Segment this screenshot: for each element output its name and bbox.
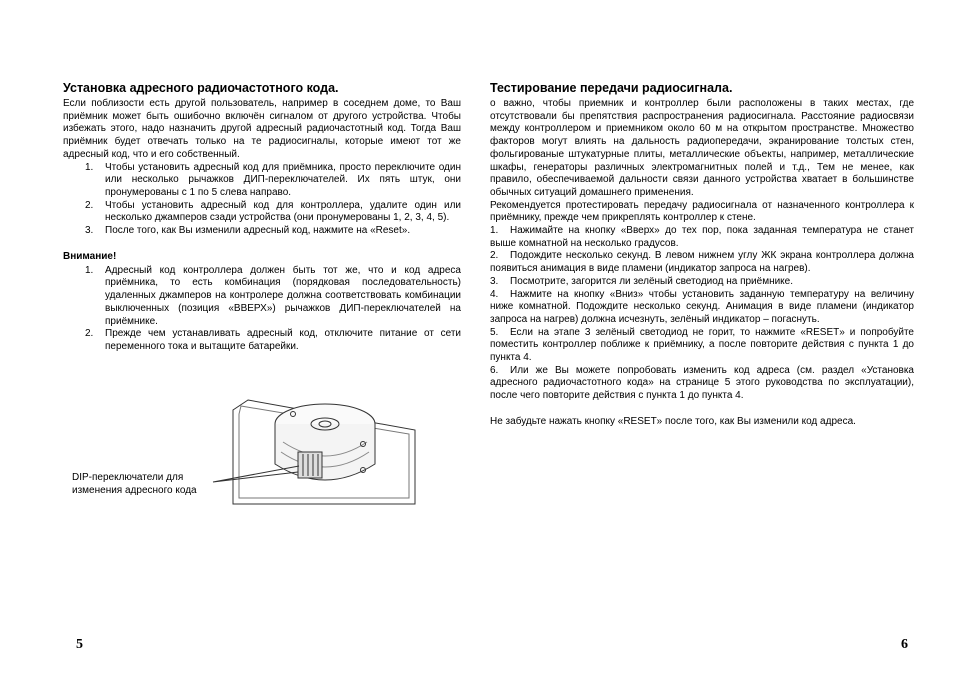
list-item-number: 6. <box>490 364 499 376</box>
list-item-text: Прежде чем устанавливать адресный код, отключите питание от сети переменного тока и вытащите батарейки. <box>105 328 461 352</box>
list-item-number: 3. <box>490 275 499 287</box>
list-item <box>63 200 461 225</box>
reminder-text: Не забудьте нажать кнопку «RESET» после того, как Вы изменили код адреса. <box>490 415 856 427</box>
list-item-text: Адресный код контроллера должен быть тот же, что и код адреса приёмника, то есть комбинация (порядковая последовательность) удаленных джамперов на контролере должна соответствовать комбинации выключенных (позиция «ВВЕРХ») рычажков ДИП-переключателей на приёмнике. <box>105 264 461 327</box>
list-item-number: 1. <box>85 264 94 276</box>
list-item-text: После того, как Вы изменили адресный код, нажмите на «Reset». <box>105 225 411 237</box>
recommend-text: Рекомендуется протестировать передачу радиосигнала от назначенного контроллера к приёмнику, прежде чем прикреплять контроллер к стене. <box>490 199 914 224</box>
warning-title: Внимание! <box>63 250 117 262</box>
housing-body <box>275 424 375 480</box>
list-item-number: 3. <box>85 225 94 237</box>
left-page <box>63 80 461 354</box>
list-item-text: Посмотрите, загорится ли зелёный светодиод на приёмнике. <box>510 275 794 287</box>
list-item-text: Подождите несколько секунд. В левом нижнем углу ЖК экрана контроллера должна появиться анимация в виде пламени (индикатор запроса на нагрев). <box>490 250 914 275</box>
list-item-number: 2. <box>85 328 94 340</box>
list-item <box>63 162 461 200</box>
list-item <box>63 328 461 353</box>
bullet-glyph: о <box>490 98 496 109</box>
right-heading: Тестирование передачи радиосигнала. <box>490 81 733 95</box>
list-item <box>490 289 914 327</box>
list-item-text: Чтобы установить адресный код для приёмника, просто переключите один или несколько рычажков ДИП-переключателей. Их пять штук, они пронумерованы с 1 по 5 слева направо. <box>105 161 461 198</box>
list-item <box>490 327 914 365</box>
pointer-line <box>213 466 299 482</box>
list-item <box>63 225 461 238</box>
list-item-number: 2. <box>85 199 94 211</box>
list-item <box>490 250 914 275</box>
list-item-text: Нажимайте на кнопку «Вверх» до тех пор, пока заданная температура не станет выше комнатной на несколько градусов. <box>490 225 914 249</box>
list-item <box>490 225 914 250</box>
list-item <box>490 276 914 289</box>
figure-caption: DIP-переключатели для изменения адресного кода <box>72 472 197 496</box>
list-item <box>63 265 461 329</box>
warnings-list <box>63 265 461 354</box>
list-item <box>490 365 914 403</box>
list-item-text: Или же Вы можете попробовать изменить код адреса (см. раздел «Установка адресного радиочастотного кода» на странице 5 этого руководства по эксплуатации), после чего повторите действия с пункта 1 до пункта 4. <box>490 364 914 402</box>
list-item-text: Если на этапе 3 зелёный светодиод не горит, то нажмите «RESET» и попробуйте поместить контроллер поближе к приёмнику, а после повторите действия с пункта 1 до пункта 4. <box>490 326 914 364</box>
list-item-text: Нажмите на кнопку «Вниз» чтобы установить заданную температуру на величину ниже комнатной. Подождите несколько секунд. Анимация в виде пламени (индикатор запроса на нагрев) должна исчезнуть, зелёный индикатор – погаснуть. <box>490 288 914 325</box>
list-item-number: 1. <box>490 225 499 237</box>
page-number-right: 6 <box>901 637 908 652</box>
right-intro-text: важно, чтобы приемник и контроллер были расположены в таких местах, где отсутствовали бы препятствия распространения радиосигнала. Расстояние радиосвязи между контроллером и приемником около 60 м на открытом пространстве. Множество факторов могут влиять на дальность радиопередачи, экранирование толстых стен, фольгированые штукатурные плиты, металлические объекты, например, металлические шкафы, генераторы различных электромагнитных полей и т.д., Тем не менее, как правило, обеспечиваемой дальности связи данного устройства хватает в большинстве обычных ситуаций домашнего применения. <box>490 98 915 198</box>
list-item-text: Чтобы установить адресный код для контроллера, удалите один или несколько джамперов сзади устройства (они пронумерованы 1, 2, 3, 4, 5). <box>105 199 461 224</box>
right-page <box>490 80 914 429</box>
list-item-number: 4. <box>490 288 499 300</box>
right-intro <box>490 98 914 200</box>
left-intro: Если поблизости есть другой пользователь, например в соседнем доме, то Ваш приёмник может быть ошибочно включён сигналом от другого устройства. Чтобы избежать этого, надо назначить другой адресный радиочастотный код. Тогда Ваш приёмник будет отвечать только на те радиосигналы, которые имеют тот же адресный код, что и его собственный. <box>63 98 461 160</box>
left-heading: Установка адресного радиочастотного кода. <box>63 81 339 95</box>
list-item-number: 1. <box>85 161 94 173</box>
page-number-left: 5 <box>76 637 83 652</box>
list-item-number: 2. <box>490 250 499 262</box>
list-item-number: 5. <box>490 326 499 338</box>
left-steps-list <box>63 162 461 238</box>
